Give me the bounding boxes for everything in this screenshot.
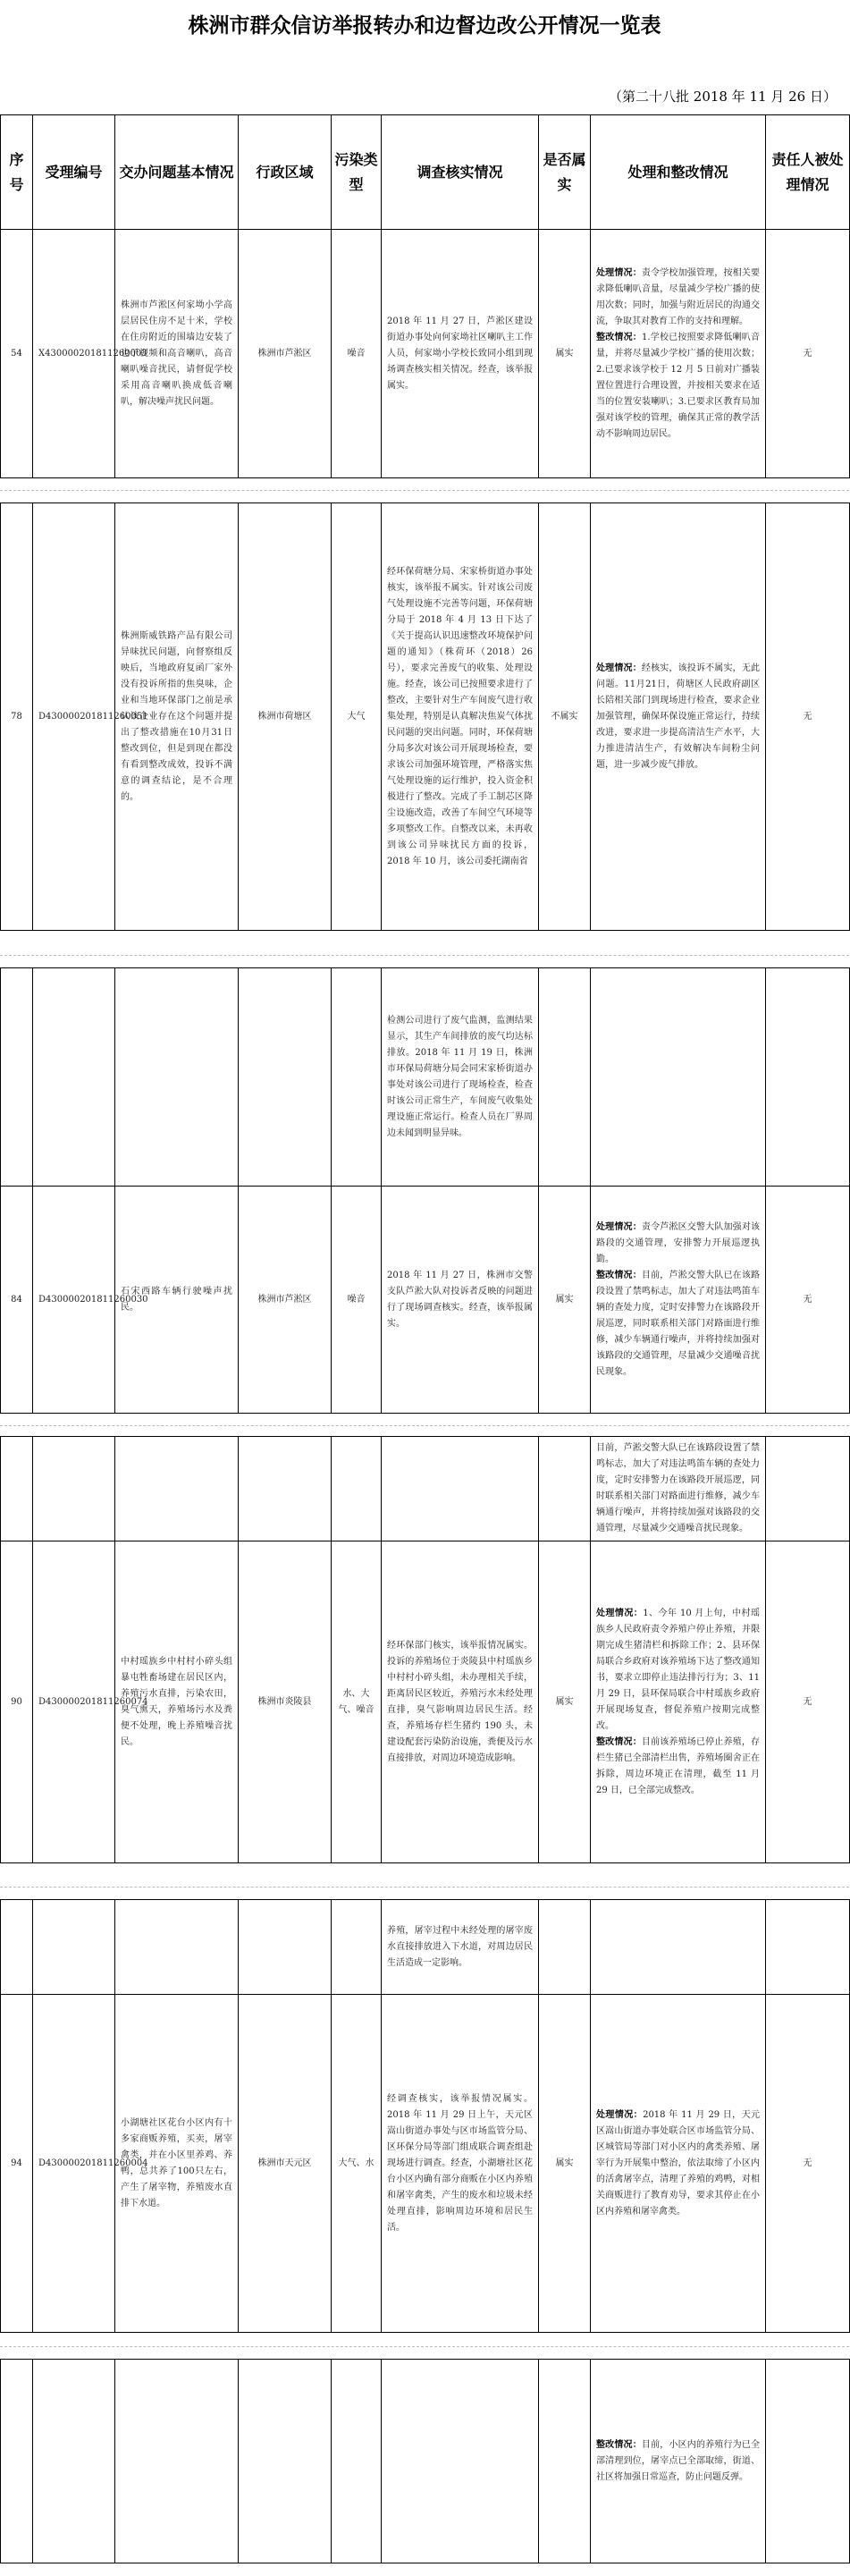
table-block-5: [0, 1899, 849, 2333]
row-code: D430000201811260074: [33, 1541, 115, 1863]
handling-text: 2018 年 11 月 29 日，天元区嵩山街道办事处联合区市场监管分局、区城管局等部门对小区内的禽类养殖、屠宰行为开展集中整治，依法取缔了小区内的活禽屠宰点，清理了养殖的鸡鸭，对相关商贩进行了教育劝导，要求其停止在小区内养殖和屠宰禽类。: [596, 2109, 761, 2217]
row-region: 株洲市荷塘区: [239, 503, 332, 931]
table-row: [1, 503, 850, 931]
handling-text: 责令芦淞区交警大队加强对该路段的交通管理，安排警力开展巡逻执勤。: [596, 1221, 761, 1264]
row-is-true: 不属实: [539, 503, 591, 931]
rectify-text: 目前该养殖场已停止养殖，存栏生猪已全部清栏出售，养殖场圈舍正在拆除，周边环境正在清理，截至 11 月 29 日，已全部完成整改。: [596, 1736, 761, 1795]
page-break: [0, 2346, 849, 2350]
table-block-4: [0, 1436, 849, 1863]
table-block-3: [0, 967, 849, 1414]
row-handling: [591, 230, 766, 478]
handling-label: 处理情况：: [596, 663, 642, 673]
page-break: [0, 955, 849, 959]
handling-text: 1、今年 10 月上旬，中村瑶族乡人民政府责令养殖户停止养殖，并限期完成生猪清栏和拆除工作；2、县环保局联合乡政府对该养殖场下达了整改通知书，要求立即停止违法排污行为；3、11 月 29 日，县环保局联合中村瑶族乡政府开展现场复查，督促养殖户按期完成整改。: [596, 1608, 761, 1731]
row-is-true: 属实: [539, 1995, 591, 2333]
row-region: 株洲市芦淞区: [239, 230, 332, 478]
handling-label: 处理情况：: [596, 1221, 642, 1232]
table-block-1: [0, 114, 849, 478]
batch-date: （第二十八批 2018 年 11 月 26 日）: [609, 89, 837, 105]
row-person: 无: [766, 230, 850, 478]
header-issue: 交办问题基本情况: [115, 115, 239, 230]
table-row-continuation: [1, 968, 850, 1187]
header-pollution-type: 污染类型: [332, 115, 382, 230]
row-issue: 株洲市芦淞区何家坳小学高层居民住房不足十米，学校在住房附近的围墙边安装了也子视频和高音喇叭，高音喇叭噪音扰民，请督促学校采用高音喇叭换成低音喇叭，解决噪声扰民问题。: [115, 230, 239, 478]
row-is-true: 属实: [539, 1541, 591, 1863]
row-rectify-continued: 目前，芦淞交警大队已在该路段设置了禁鸣标志，加大了对违法鸣笛车辆的查处力度，定时安排警力在该路段开展巡逻，同时联系相关部门对路面进行维修，减少车辆通行噪声，并将持续加强对该路段的交通管理，尽量减少交通噪音扰民现象。: [591, 1437, 766, 1541]
row-person: 无: [766, 503, 850, 931]
page-break: [0, 1425, 849, 1429]
rectify-label: 整改情况：: [596, 1736, 642, 1747]
row-pollution-type: 噪音: [332, 230, 382, 478]
row-survey: 2018 年 11 月 27 日，株洲市交警支队芦淞大队对投诉者反映的问题进行了现场调查核实。经查，该举报属实。: [382, 1187, 539, 1414]
header-person: 责任人被处理情况: [766, 115, 850, 230]
row-handling: [591, 503, 766, 931]
table-block-2: [0, 503, 849, 931]
row-is-true: 属实: [539, 1187, 591, 1414]
row-region: 株洲市炎陵县: [239, 1541, 332, 1863]
row-survey-continued: 检测公司进行了废气监测，监测结果显示，其生产车间排放的废气均达标排放。2018 年 11 月 19 日，株洲市环保局荷塘分局会同宋家桥街道办事处对该公司进行了现场检查，检查时该公司正常生产，车间废气收集处理设施正常运行。检查人员在厂界周边未闻到明显异味。: [382, 968, 539, 1187]
table-row: [1, 1187, 850, 1414]
row-issue: 中村瑶族乡中村村小碎头组暴屯牲畜场建在居民区内，养殖污水直排，污染农田，臭气熏天，养殖场污水及粪便不处理，晚上养殖噪音扰民。: [115, 1541, 239, 1863]
header-no: 序号: [1, 115, 33, 230]
header-handling: 处理和整改情况: [591, 115, 766, 230]
row-no: 78: [1, 503, 33, 931]
rectify-text: 目前，小区内的养殖行为已全部清理到位，屠宰点已全部取缔，街道、社区将加强日常巡查，防止问题反弹。: [596, 2439, 761, 2482]
header-survey: 调查核实情况: [382, 115, 539, 230]
table-row: [1, 1541, 850, 1863]
row-code: D430000201811260030: [33, 1187, 115, 1414]
row-code: D430000201811260004: [33, 1995, 115, 2333]
page-break: [0, 490, 849, 494]
rectify-text: 目前，芦淞交警大队已在该路段设置了禁鸣标志，加大了对违法鸣笛车辆的查处力度，定时安排警力在该路段开展巡逻，同时联系相关部门对路面进行维修，减少车辆通行噪声，并将持续加强对该路段的交通管理，尽量减少交通噪音扰民现象。: [596, 1270, 761, 1377]
row-issue: 株洲斯威铁路产品有限公司异味扰民问题，向督察组反映后，当地政府复函厂家外没有投诉所指的焦臭味，企业和当地环保部门之前是承认该企业存在这个问题并提出了整改措施在10月31日整改到位，但是到现在都没有看到整改成效，投诉不满意的调查结论，是不合理的。: [115, 503, 239, 931]
handling-text: 经核实，该投诉不属实，无此问题。11月21日，荷塘区人民政府副区长陪相关部门到现场进行检查，要求企业加强管理，确保环保设施正常运行，持续改进，要求进一步提高清洁生产水平，大力推进清洁生产，有效解决车间粉尘问题，进一步减少废气排放。: [596, 663, 761, 770]
row-no: 90: [1, 1541, 33, 1863]
rectify-label: 整改情况：: [596, 2439, 642, 2450]
row-pollution-type: 大气: [332, 503, 382, 931]
row-region: 株洲市天元区: [239, 1995, 332, 2333]
table-row-continuation: [1, 1900, 850, 1995]
row-pollution-type: 水、大气、噪音: [332, 1541, 382, 1863]
handling-label: 处理情况：: [596, 1608, 644, 1618]
row-no: 84: [1, 1187, 33, 1414]
rectify-text: 1.学校已按照要求降低喇叭音量，并将尽量减少学校广播的使用次数；2.已要求该学校于 12 月 5 日前对广播装置位置进行合理设置，并按相关要求在适当的位置安装喇叭；3.已要求区教育局加强对该学校的管理，确保其正常的教学活动不影响周边居民。: [596, 332, 760, 439]
row-issue: 小湖塘社区花台小区内有十多家商贩养殖，买卖，屠宰禽类，并在小区里养鸡、养鸭，总共养了100只左右，产生了屠宰物，养殖废水直排下水道。: [115, 1995, 239, 2333]
row-issue: 石宋西路车辆行驶噪声扰民。: [115, 1187, 239, 1414]
row-survey-continued: 养殖，屠宰过程中未经处理的屠宰废水直接排放进入下水道，对周边居民生活造成一定影响。: [382, 1900, 539, 1995]
table-header-row: [1, 115, 850, 230]
handling-label: 处理情况：: [596, 267, 642, 278]
handling-text: 责令学校加强管理，按相关要求降低喇叭音量，尽量减少学校广播的使用次数；同时，加强与附近居民的沟通交流，争取其对教育工作的支持和理解。: [596, 267, 761, 326]
row-survey: 经调查核实，该举报情况属实。2018 年 11 月 29 日上午，天元区嵩山街道办事处与区市场监管分局、区环保分局等部门组成联合调查组赴现场进行调查。经查，小湖塘社区花台小区内确有部分商贩在小区内养殖和屠宰禽类，产生的废水和垃圾未经处理直排，影响周边环境和居民生活。: [382, 1995, 539, 2333]
row-person: 无: [766, 1541, 850, 1863]
row-person: 无: [766, 1187, 850, 1414]
table-row: [1, 230, 850, 478]
page-break: [0, 1887, 849, 1890]
row-no: 54: [1, 230, 33, 478]
row-is-true: 属实: [539, 230, 591, 478]
row-pollution-type: 噪音: [332, 1187, 382, 1414]
row-handling: [591, 1187, 766, 1414]
row-person: 无: [766, 1995, 850, 2333]
table-row-continuation: [1, 1437, 850, 1541]
handling-label: 处理情况：: [596, 2109, 644, 2120]
rectify-label: 整改情况：: [596, 1270, 642, 1280]
rectify-label: 整改情况：: [596, 332, 643, 342]
row-code: D430000201811260051: [33, 503, 115, 931]
table-block-6: [0, 2359, 849, 2563]
row-survey: 经环保荷塘分局、宋家桥街道办事处核实，该举报不属实。针对该公司废气处理设施不完善等问题，环保荷塘分局于 2018 年 4 月 13 日下达了《关于提高认识迅速整改环境保护问题的通知》（株荷环（2018）26 号），要求完善废气的收集、处理设施。经查，该公司已按照要求进行了整改，主要针对生产车间废气进行收集处理，特别是认真解决焦炭气体扰民问题的突出问题。同时，环保荷塘分局多次对该公司开展现场检查，要求该公司加强环境管理，严格落实焦气处理设施的运行维护，投入资金积极进行了整改。完成了手工制芯区降尘设施改造，改善了车间空气环境等多项整改工作。自整改以来，未再收到该公司异味扰民方面的投诉，2018 年 10 月，该公司委托湖南省: [382, 503, 539, 931]
row-survey: 经环保部门核实，该举报情况属实。投诉的养殖场位于炎陵县中村瑶族乡中村村小碎头组，未办理相关手续，距离居民区较近，养殖污水未经处理直排，臭气影响周边居民生活。经查，养殖场存栏生猪约 190 头，未建设配套污染防治设施，粪便及污水直接排放，对周边环境造成影响。: [382, 1541, 539, 1863]
table-row-continuation: [1, 2360, 850, 2563]
row-no: 94: [1, 1995, 33, 2333]
row-pollution-type: 大气、水: [332, 1995, 382, 2333]
row-rectify-continued: [591, 2360, 766, 2563]
row-handling: [591, 1541, 766, 1863]
page-title: 株洲市群众信访举报转办和边督边改公开情况一览表: [188, 14, 661, 38]
row-handling: [591, 1995, 766, 2333]
row-code: X430000201811260003: [33, 230, 115, 478]
header-region: 行政区域: [239, 115, 332, 230]
table-row: [1, 1995, 850, 2333]
row-region: 株洲市芦淞区: [239, 1187, 332, 1414]
header-code: 受理编号: [33, 115, 115, 230]
header-is-true: 是否属实: [539, 115, 591, 230]
row-survey: 2018 年 11 月 27 日，芦淞区建设街道办事处向何家坳社区喇叭主工作人员，何家坳小学校长致同小组到现场调查核实相关情况。经查，该举报属实。: [382, 230, 539, 478]
